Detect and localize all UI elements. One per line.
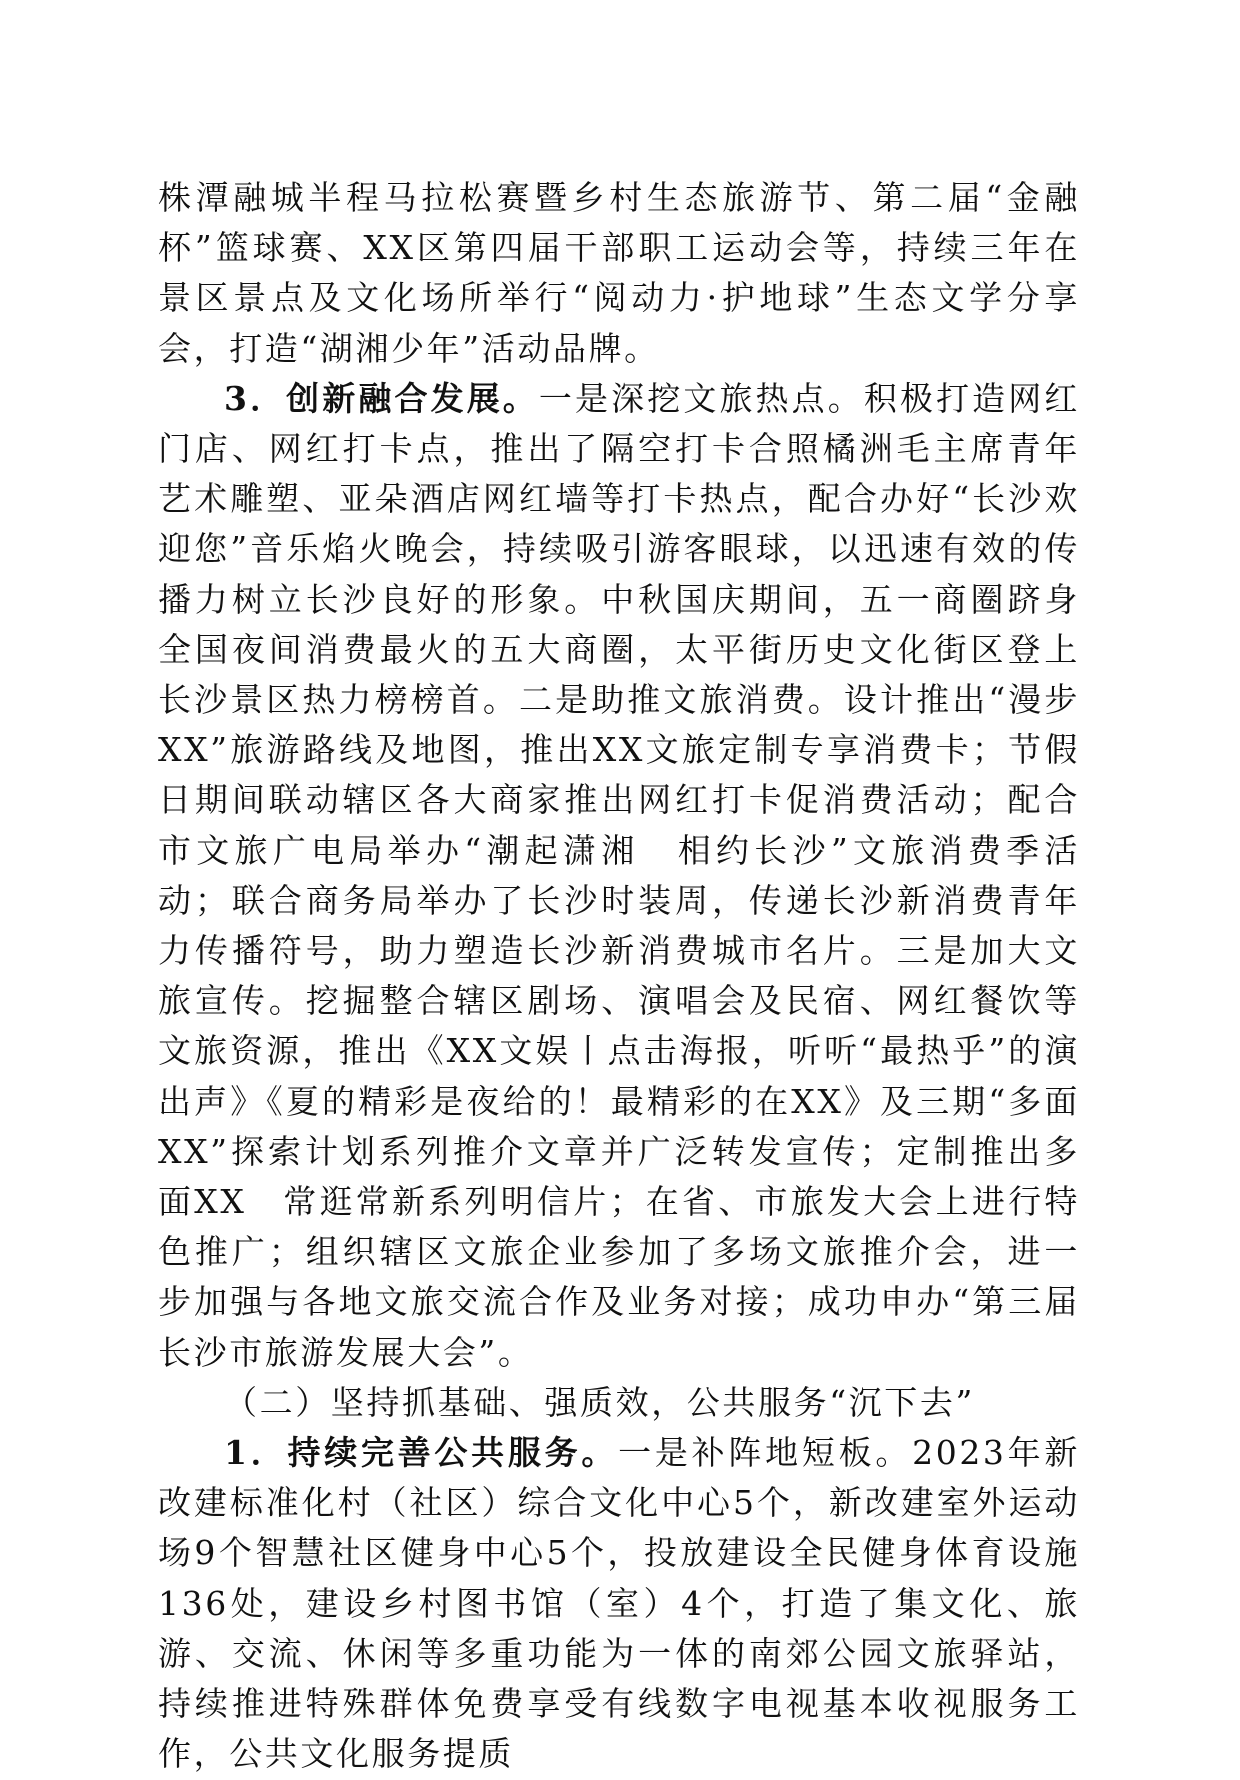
document-body <box>158 173 1080 1780</box>
paragraph-heading: 3．创新融合发展。 <box>224 378 539 418</box>
paragraph-text: 一是补阵地短板。2023年新改建标准化村（社区）综合文化中心5个，新改建室外运动场9个智慧社区健身中心5个，投放建设全民健身体育设施136处，建设乡村图书馆（室）4个，打造了集文化、旅游、交流、休闲等多重功能为一体的南郊公园文旅驿站，持续推进特殊群体免费享受有线数字电视基本收视服务工作，公共文化服务提质 <box>158 1433 1081 1774</box>
paragraph-text: 株潭融城半程马拉松赛暨乡村生态旅游节、第二届“金融杯”篮球赛、XX区第四届干部职工运动会等，持续三年在景区景点及文化场所举行“阅动力·护地球”生态文学分享会，打造“湖湘少年”活动品牌。 <box>158 178 1080 368</box>
paragraph-heading: 1．持续完善公共服务。 <box>224 1433 619 1473</box>
paragraph-text: 一是深挖文旅热点。积极打造网红门店、网红打卡点，推出了隔空打卡合照橘洲毛主席青年艺术雕塑、亚朵酒店网红墙等打卡热点，配合办好“长沙欢迎您”音乐焰火晚会，持续吸引游客眼球，以迅速有效的传播力树立长沙良好的形象。中秋国庆期间，五一商圈跻身全国夜间消费最火的五大商圈，太平街历史文化街区登上长沙景区热力榜榜首。二是助推文旅消费。设计推出“漫步XX”旅游路线及地图，推出XX文旅定制专享消费卡；节假日期间联动辖区各大商家推出网红打卡促消费活动；配合市文旅广电局举办“潮起潇湘 相约长沙”文旅消费季活动；联合商务局举办了长沙时装周，传递长沙新消费青年力传播符号，助力塑造长沙新消费城市名片。三是加大文旅宣传。挖掘整合辖区剧场、演唱会及民宿、网红餐饮等文旅资源，推出《XX文娱丨点击海报，听听“最热乎”的演出声》《夏的精彩是夜给的！最精彩的在XX》及三期“多面XX”探索计划系列推介文章并广泛转发宣传；定制推出多面XX 常逛常新系列明信片；在省、市旅发大会上进行特色推广；组织辖区文旅企业参加了多场文旅推介会，进一步加强与各地文旅交流合作及业务对接；成功申办“第三届长沙市旅游发展大会”。 <box>158 378 1080 1372</box>
paragraph-public-services <box>158 1428 1080 1779</box>
paragraph-continuation <box>158 173 1080 374</box>
paragraph-innovation-integration <box>158 374 1080 1378</box>
section-heading: （二）坚持抓基础、强质效，公共服务“沉下去” <box>224 1382 975 1422</box>
